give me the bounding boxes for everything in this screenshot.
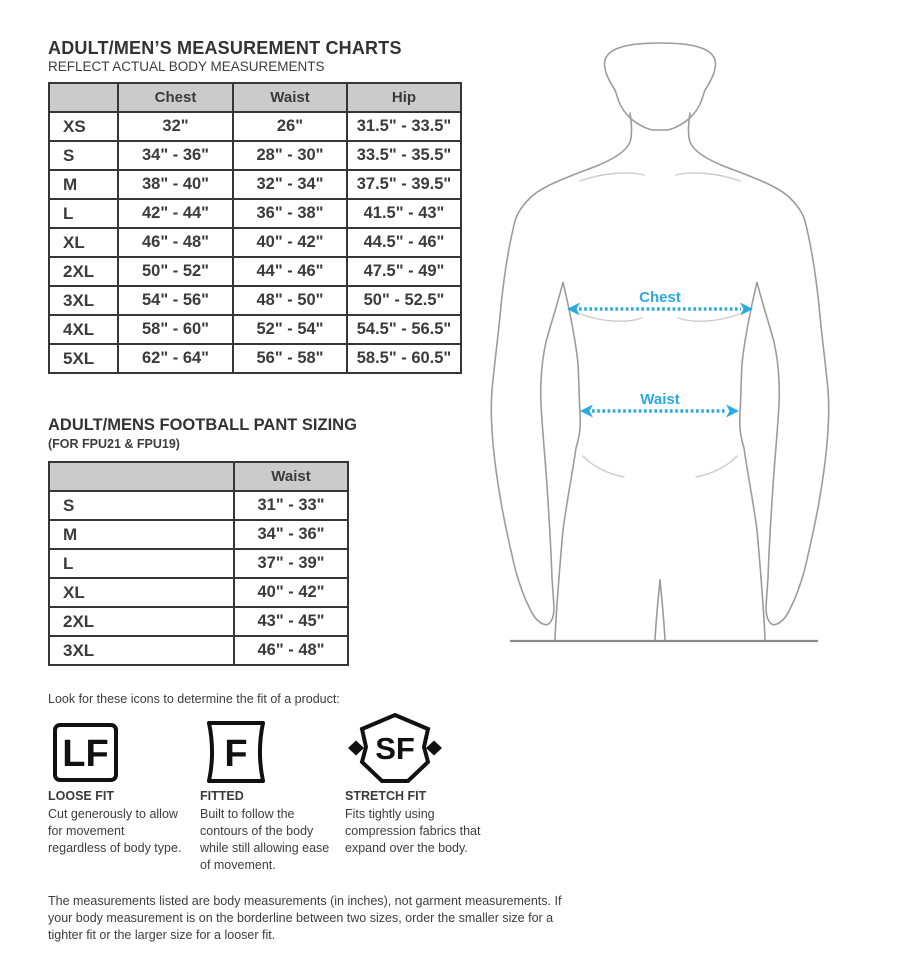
hip-cell: 47.5" - 49" xyxy=(347,257,461,286)
chest-cell: 34" - 36" xyxy=(118,141,233,170)
waist-cell: 40" - 42" xyxy=(233,228,347,257)
table-row xyxy=(49,578,348,607)
mens-measurement-table xyxy=(48,82,462,374)
hip-cell: 33.5" - 35.5" xyxy=(347,141,461,170)
waist-cell: 52" - 54" xyxy=(233,315,347,344)
fit-icons-intro: Look for these icons to determine the fit of a product: xyxy=(48,692,340,706)
fit-description: Cut generously to allow for movement regardless of body type. xyxy=(48,807,182,855)
size-cell: S xyxy=(49,141,118,170)
waist-cell: 43" - 45" xyxy=(234,607,348,636)
size-cell: XL xyxy=(49,228,118,257)
loose-fit-icon xyxy=(48,712,190,789)
table-row xyxy=(49,228,461,257)
stretch-fit-icon xyxy=(345,712,487,789)
size-cell: S xyxy=(49,491,234,520)
measurement-note: The measurements listed are body measurements (in inches), not garment measurements. If your body measurement is on the borderline between two sizes, order the smaller size for a tighter fit or the larger size for a looser fit. xyxy=(48,894,562,942)
table-row xyxy=(49,286,461,315)
table-header-row xyxy=(49,462,348,491)
size-cell: L xyxy=(49,549,234,578)
pant-sizing-subtitle: (FOR FPU21 & FPU19) xyxy=(48,437,180,451)
waist-cell: 34" - 36" xyxy=(234,520,348,549)
waist-cell: 44" - 46" xyxy=(233,257,347,286)
size-cell: 2XL xyxy=(49,607,234,636)
chest-cell: 58" - 60" xyxy=(118,315,233,344)
page-title: ADULT/MEN’S MEASUREMENT CHARTS xyxy=(48,38,402,58)
table-row xyxy=(49,170,461,199)
waist-cell: 40" - 42" xyxy=(234,578,348,607)
waist-cell: 28" - 30" xyxy=(233,141,347,170)
table-row xyxy=(49,257,461,286)
svg-text:LF: LF xyxy=(62,733,109,775)
page-subtitle: REFLECT ACTUAL BODY MEASUREMENTS xyxy=(48,59,325,74)
header-waist: Waist xyxy=(233,83,347,112)
chest-label: Chest xyxy=(639,289,681,306)
table-row xyxy=(49,607,348,636)
table-row xyxy=(49,344,461,373)
chest-cell: 54" - 56" xyxy=(118,286,233,315)
waist-cell: 32" - 34" xyxy=(233,170,347,199)
fit-description: Fits tightly using compression fabrics that expand over the body. xyxy=(345,807,481,855)
table-header-row xyxy=(49,83,461,112)
table-row xyxy=(49,520,348,549)
size-cell: 3XL xyxy=(49,636,234,665)
waist-cell: 46" - 48" xyxy=(234,636,348,665)
table-row xyxy=(49,199,461,228)
torso-detail-lines xyxy=(580,173,740,477)
table-row xyxy=(49,549,348,578)
svg-text:SF: SF xyxy=(375,731,415,766)
size-cell: M xyxy=(49,520,234,549)
fit-item-fitted xyxy=(200,712,342,874)
size-cell: XL xyxy=(49,578,234,607)
svg-text:F: F xyxy=(224,733,248,775)
waist-cell: 26" xyxy=(233,112,347,141)
fit-item-stretch-fit xyxy=(345,712,487,857)
chest-arrow xyxy=(567,289,753,316)
waist-cell: 37" - 39" xyxy=(234,549,348,578)
pant-sizing-table xyxy=(48,461,349,666)
fitted-icon xyxy=(200,712,342,789)
table-row xyxy=(49,112,461,141)
hip-cell: 58.5" - 60.5" xyxy=(347,344,461,373)
chest-cell: 50" - 52" xyxy=(118,257,233,286)
size-cell: 5XL xyxy=(49,344,118,373)
table-row xyxy=(49,636,348,665)
fit-item-loose-fit xyxy=(48,712,190,857)
size-cell: 3XL xyxy=(49,286,118,315)
body-diagram xyxy=(480,18,900,648)
fit-label: LOOSE FIT xyxy=(48,789,114,803)
waist-cell: 31" - 33" xyxy=(234,491,348,520)
hip-cell: 37.5" - 39.5" xyxy=(347,170,461,199)
waist-cell: 56" - 58" xyxy=(233,344,347,373)
chest-cell: 32" xyxy=(118,112,233,141)
chest-cell: 62" - 64" xyxy=(118,344,233,373)
fit-label: FITTED xyxy=(200,789,244,803)
header-size xyxy=(49,462,234,491)
waist-cell: 36" - 38" xyxy=(233,199,347,228)
header-size xyxy=(49,83,118,112)
hip-cell: 44.5" - 46" xyxy=(347,228,461,257)
fit-label: STRETCH FIT xyxy=(345,789,427,803)
size-cell: XS xyxy=(49,112,118,141)
fit-description: Built to follow the contours of the body while still allowing ease of movement. xyxy=(200,807,330,872)
size-cell: 2XL xyxy=(49,257,118,286)
hip-cell: 54.5" - 56.5" xyxy=(347,315,461,344)
male-torso-outline xyxy=(491,43,829,640)
header-chest: Chest xyxy=(118,83,233,112)
size-cell: M xyxy=(49,170,118,199)
table-row xyxy=(49,491,348,520)
pant-sizing-title: ADULT/MENS FOOTBALL PANT SIZING xyxy=(48,416,357,434)
waist-arrow xyxy=(580,391,739,418)
hip-cell: 50" - 52.5" xyxy=(347,286,461,315)
hip-cell: 41.5" - 43" xyxy=(347,199,461,228)
hip-cell: 31.5" - 33.5" xyxy=(347,112,461,141)
chest-cell: 46" - 48" xyxy=(118,228,233,257)
waist-cell: 48" - 50" xyxy=(233,286,347,315)
chest-cell: 42" - 44" xyxy=(118,199,233,228)
table-row xyxy=(49,141,461,170)
size-cell: L xyxy=(49,199,118,228)
size-cell: 4XL xyxy=(49,315,118,344)
header-waist: Waist xyxy=(234,462,348,491)
table-row xyxy=(49,315,461,344)
chest-cell: 38" - 40" xyxy=(118,170,233,199)
header-hip: Hip xyxy=(347,83,461,112)
waist-label: Waist xyxy=(640,391,680,408)
